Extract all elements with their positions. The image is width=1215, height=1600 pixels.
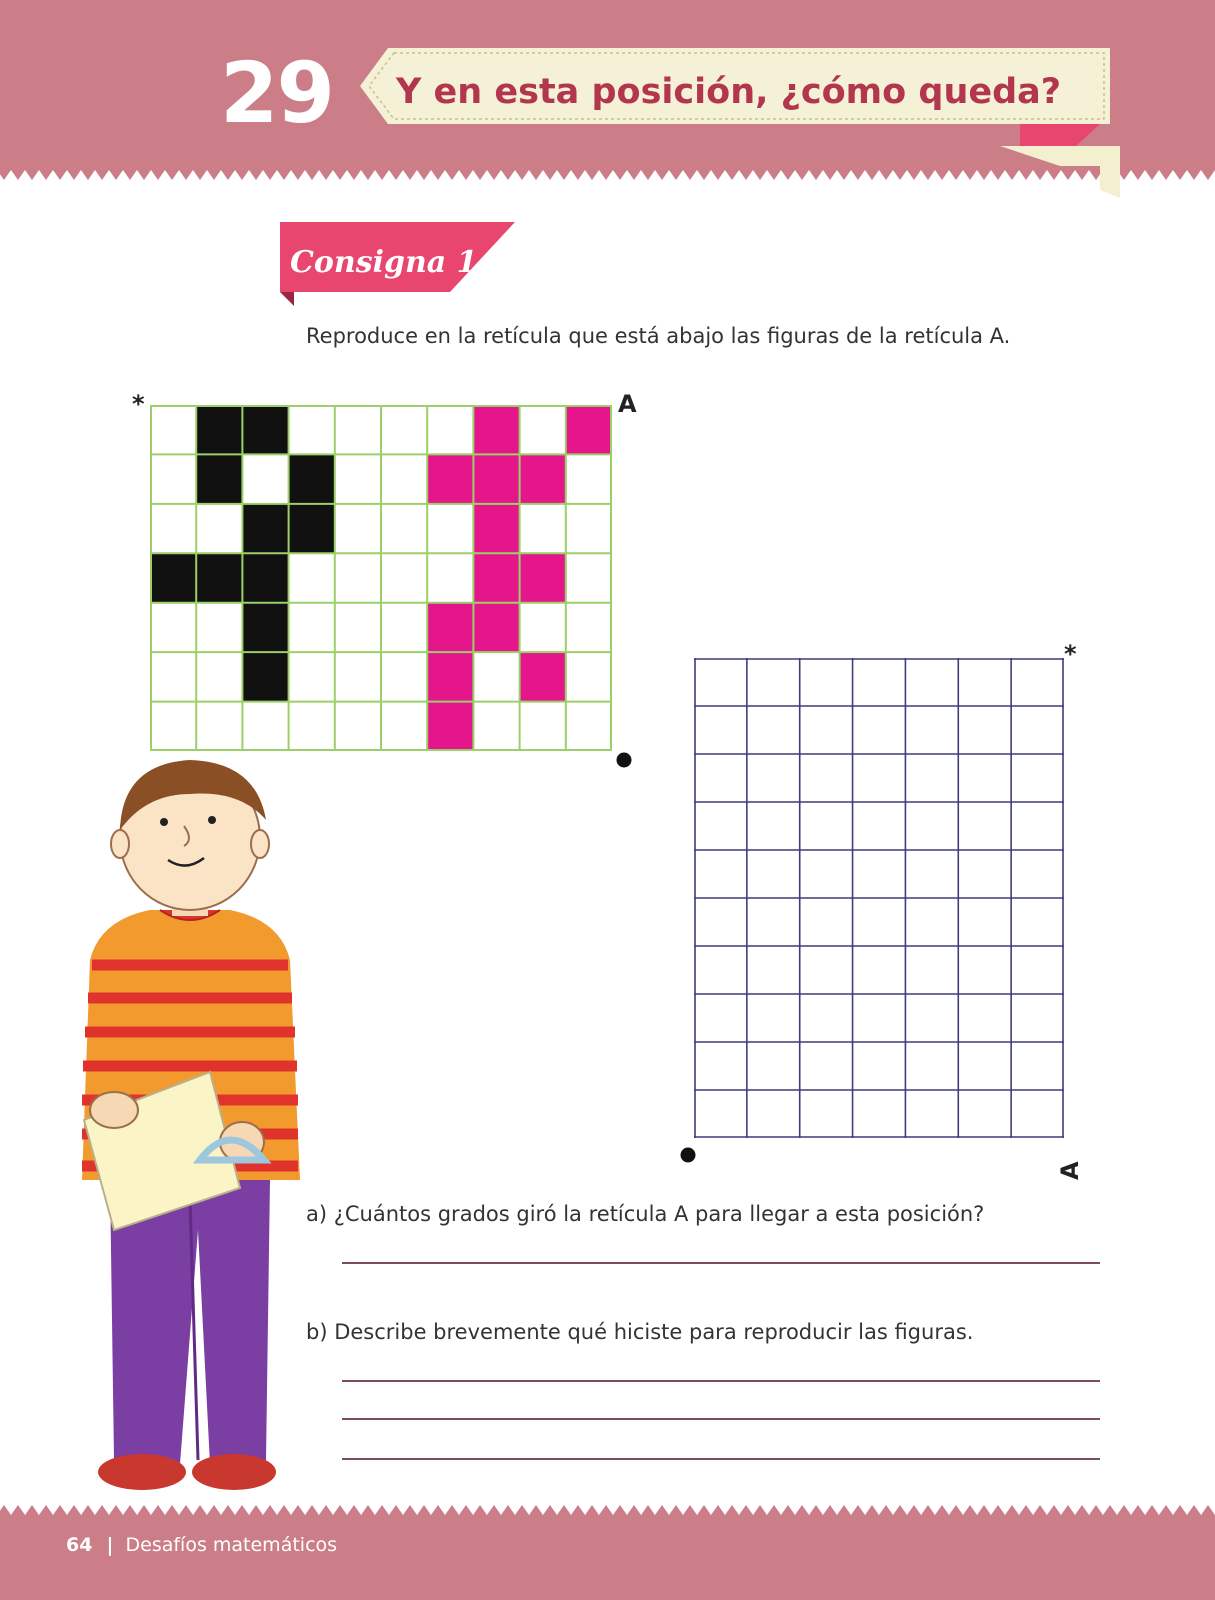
lesson-number: 29 bbox=[220, 44, 333, 142]
grid-b-cell[interactable] bbox=[800, 802, 853, 850]
grid-a-pink-cell bbox=[427, 702, 473, 751]
grid-b-cell[interactable] bbox=[694, 706, 747, 754]
grid-b-cell[interactable] bbox=[747, 802, 800, 850]
grid-b-cell[interactable] bbox=[747, 1090, 800, 1138]
grid-a-pink-cell bbox=[427, 652, 473, 701]
grid-a-pink-cell bbox=[473, 553, 519, 602]
grid-b-cell[interactable] bbox=[905, 802, 958, 850]
grid-b-cell[interactable] bbox=[800, 754, 853, 802]
grid-b-cell[interactable] bbox=[800, 898, 853, 946]
grid-a-black-cell bbox=[289, 454, 335, 503]
grid-b-cell[interactable] bbox=[747, 850, 800, 898]
grid-b-cell[interactable] bbox=[694, 1090, 747, 1138]
grid-a-black-cell bbox=[242, 603, 288, 652]
answer-line-b2[interactable] bbox=[342, 1418, 1100, 1420]
boy-illustration bbox=[70, 760, 310, 1520]
grid-b-asterisk: * bbox=[1064, 640, 1077, 668]
grid-b-cell[interactable] bbox=[853, 850, 906, 898]
grid-b-cell[interactable] bbox=[747, 946, 800, 994]
grid-b-cell[interactable] bbox=[800, 994, 853, 1042]
grid-b-cell[interactable] bbox=[694, 1042, 747, 1090]
grid-b-cell[interactable] bbox=[958, 946, 1011, 994]
page-number: 64 bbox=[66, 1534, 93, 1556]
grid-b-cell[interactable] bbox=[747, 898, 800, 946]
book-title: Desafíos matemáticos bbox=[125, 1534, 338, 1556]
grid-b-cell[interactable] bbox=[1011, 802, 1064, 850]
grid-b-cell[interactable] bbox=[958, 1042, 1011, 1090]
grid-a-label: A bbox=[618, 390, 637, 418]
grid-a-pink-cell bbox=[520, 553, 566, 602]
grid-b-cell[interactable] bbox=[694, 850, 747, 898]
grid-b-cell[interactable] bbox=[958, 802, 1011, 850]
grid-b-cell[interactable] bbox=[853, 898, 906, 946]
grid-b-dot bbox=[680, 1147, 696, 1163]
grid-b[interactable] bbox=[694, 658, 1064, 1138]
grid-b-cell[interactable] bbox=[694, 802, 747, 850]
grid-b-cell[interactable] bbox=[853, 946, 906, 994]
grid-a-pink-cell bbox=[427, 603, 473, 652]
grid-b-cell[interactable] bbox=[747, 994, 800, 1042]
grid-b-cell[interactable] bbox=[853, 754, 906, 802]
grid-b-cell[interactable] bbox=[853, 802, 906, 850]
grid-a-pink-cell bbox=[473, 454, 519, 503]
grid-a-black-cell bbox=[242, 652, 288, 701]
grid-b-cell[interactable] bbox=[1011, 898, 1064, 946]
grid-b-cell[interactable] bbox=[958, 658, 1011, 706]
grid-b-cell[interactable] bbox=[1011, 850, 1064, 898]
grid-b-cell[interactable] bbox=[1011, 754, 1064, 802]
grid-b-cell[interactable] bbox=[958, 754, 1011, 802]
grid-a-black-cell bbox=[242, 405, 288, 454]
grid-b-cell[interactable] bbox=[1011, 1090, 1064, 1138]
grid-a-pink-cell bbox=[473, 603, 519, 652]
grid-b-cell[interactable] bbox=[800, 946, 853, 994]
grid-b-cell[interactable] bbox=[853, 658, 906, 706]
grid-a bbox=[150, 405, 612, 751]
grid-a-pink-cell bbox=[473, 504, 519, 553]
grid-b-cell[interactable] bbox=[694, 946, 747, 994]
lesson-title: Y en esta posición, ¿cómo queda? bbox=[396, 72, 1062, 112]
grid-b-cell[interactable] bbox=[800, 1090, 853, 1138]
grid-a-pink-cell bbox=[520, 454, 566, 503]
grid-b-cell[interactable] bbox=[905, 1090, 958, 1138]
grid-b-cell[interactable] bbox=[800, 706, 853, 754]
grid-a-pink-cell bbox=[473, 405, 519, 454]
grid-b-cell[interactable] bbox=[958, 898, 1011, 946]
grid-b-cell[interactable] bbox=[958, 1090, 1011, 1138]
grid-b-cell[interactable] bbox=[1011, 658, 1064, 706]
grid-b-cell[interactable] bbox=[905, 994, 958, 1042]
grid-a-pink-cell bbox=[427, 454, 473, 503]
grid-b-cell[interactable] bbox=[905, 706, 958, 754]
grid-b-cell[interactable] bbox=[800, 850, 853, 898]
instruction-text: Reproduce en la retícula que está abajo las figuras de la retícula A. bbox=[306, 324, 1011, 348]
grid-a-pink-cell bbox=[520, 652, 566, 701]
answer-line-b1[interactable] bbox=[342, 1380, 1100, 1382]
grid-a-black-cell bbox=[242, 553, 288, 602]
grid-b-cell[interactable] bbox=[905, 898, 958, 946]
grid-b-cell[interactable] bbox=[853, 706, 906, 754]
grid-b-cell[interactable] bbox=[800, 1042, 853, 1090]
grid-a-dot bbox=[616, 752, 632, 768]
grid-b-cell[interactable] bbox=[853, 1090, 906, 1138]
grid-a-asterisk: * bbox=[132, 390, 145, 418]
grid-b-label: A bbox=[1056, 1161, 1084, 1180]
grid-b-cell[interactable] bbox=[1011, 994, 1064, 1042]
grid-a-pink-cell bbox=[566, 405, 612, 454]
grid-a-black-cell bbox=[196, 405, 242, 454]
grid-b-cell[interactable] bbox=[747, 1042, 800, 1090]
grid-b-cell[interactable] bbox=[694, 994, 747, 1042]
consigna-label: Consigna 1 bbox=[290, 245, 478, 280]
question-b: b) Describe brevemente qué hiciste para reproducir las figuras. bbox=[306, 1320, 974, 1344]
answer-line-b3[interactable] bbox=[342, 1458, 1100, 1460]
grid-b-cell[interactable] bbox=[694, 658, 747, 706]
grid-b-cell[interactable] bbox=[694, 898, 747, 946]
question-a: a) ¿Cuántos grados giró la retícula A para llegar a esta posición? bbox=[306, 1202, 985, 1226]
grid-b-cell[interactable] bbox=[905, 754, 958, 802]
grid-b-cell[interactable] bbox=[905, 1042, 958, 1090]
footer-separator: | bbox=[106, 1534, 114, 1556]
grid-b-cell[interactable] bbox=[958, 850, 1011, 898]
grid-b-cell[interactable] bbox=[905, 658, 958, 706]
grid-b-cell[interactable] bbox=[747, 706, 800, 754]
grid-a-black-cell bbox=[242, 504, 288, 553]
grid-a-black-cell bbox=[196, 454, 242, 503]
footer bbox=[66, 1530, 566, 1560]
grid-b-cell[interactable] bbox=[958, 706, 1011, 754]
grid-b-cell[interactable] bbox=[1011, 1042, 1064, 1090]
grid-b-cell[interactable] bbox=[905, 850, 958, 898]
grid-b-cell[interactable] bbox=[853, 1042, 906, 1090]
grid-b-cell[interactable] bbox=[1011, 946, 1064, 994]
grid-b-cell[interactable] bbox=[747, 658, 800, 706]
grid-a-black-cell bbox=[289, 504, 335, 553]
grid-a-black-cell bbox=[196, 553, 242, 602]
grid-b-cell[interactable] bbox=[747, 754, 800, 802]
grid-b-cell[interactable] bbox=[853, 994, 906, 1042]
grid-b-cell[interactable] bbox=[905, 946, 958, 994]
grid-b-cell[interactable] bbox=[800, 658, 853, 706]
answer-line-a[interactable] bbox=[342, 1262, 1100, 1264]
grid-a-black-cell bbox=[150, 553, 196, 602]
grid-b-cell[interactable] bbox=[694, 754, 747, 802]
grid-b-cell[interactable] bbox=[958, 994, 1011, 1042]
grid-b-cell[interactable] bbox=[1011, 706, 1064, 754]
